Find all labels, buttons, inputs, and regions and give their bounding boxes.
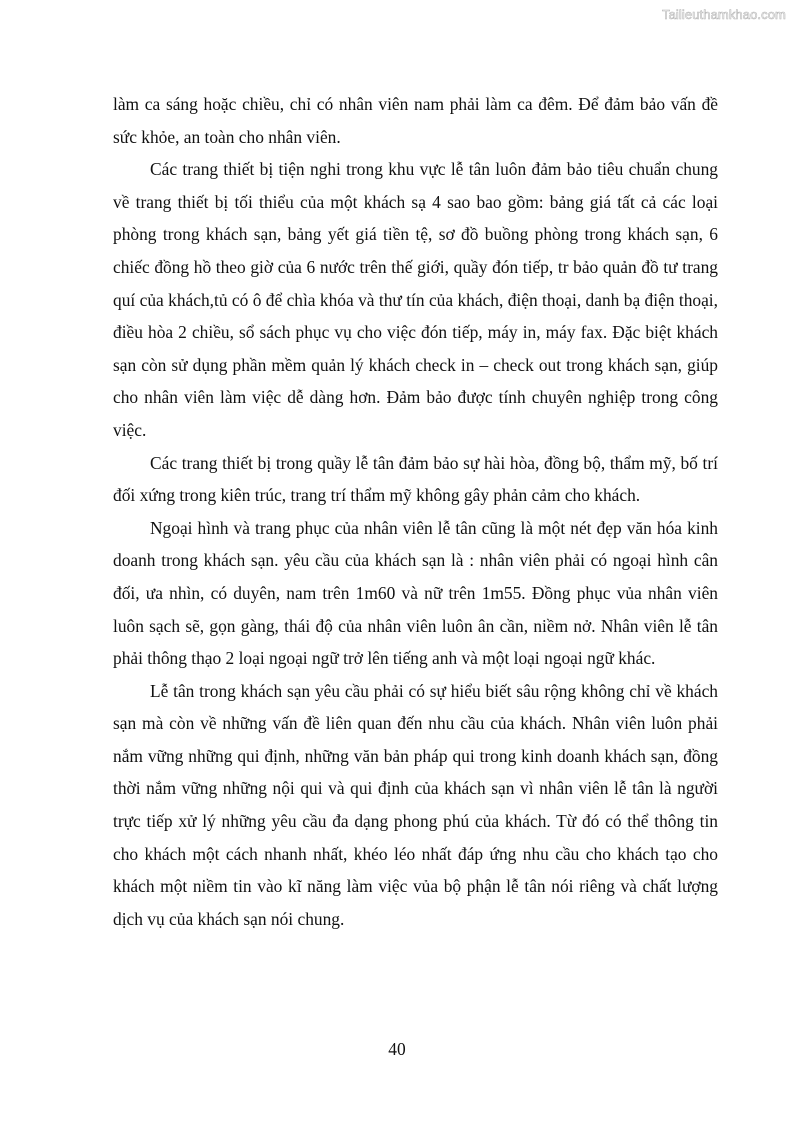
paragraph-staff-knowledge: Lễ tân trong khách sạn yêu cầu phải có sự hiểu biết sâu rộng không chỉ về khách sạn mà còn về những vấn đề liên quan đến nhu cầu của khách. Nhân viên luôn phải nắm vững những qui định, những văn bản pháp qui trong kinh doanh khách sạn, đồng thời nắm vững những nội qui và qui định của khách sạn vì nhân viên lễ tân là người trực tiếp xử lý những yêu cầu đa dạng phong phú của khách. Từ đó có thể thông tin cho khách một cách nhanh nhất, khéo léo nhất đáp ứng nhu cầu cho khách tạo cho khách một niềm tin vào kĩ năng làm việc vủa bộ phận lễ tân nói riêng và chất lượng dịch vụ của khách sạn nói chung. [113, 680, 718, 929]
page-number: 40 [388, 1039, 406, 1059]
paragraph-reception-equipment: Các trang thiết bị tiện nghi trong khu vực lễ tân luôn đảm bảo tiêu chuẩn chung về trang thiết bị tối thiểu của một khách sạ 4 sao bao gồm: bảng giá tất cả các loại phòng trong khách sạn, bảng yết giá tiền tệ, sơ đồ buồng phòng trong khách sạn, 6 chiếc đồng hồ theo giờ của 6 nước trên thế giới, quầy đón tiếp, tr bảo quản đồ tư trang quí của khách,tủ có ô để chìa khóa và thư tín của khách, điện thoại, danh bạ điện thoại, điều hòa 2 chiều, sổ sách phục vụ cho việc đón tiếp, máy in, máy fax. Đặc biệt khách sạn còn sử dụng phần mềm quản lý khách check in – check out trong khách sạn, giúp cho nhân viên làm việc dễ dàng hơn. Đảm bảo được tính chuyên nghiệp trong công việc. [113, 159, 718, 440]
paragraph-counter-design: Các trang thiết bị trong quầy lễ tân đảm bảo sự hài hòa, đồng bộ, thẩm mỹ, bố trí đối xứng trong kiên trúc, trang trí thẩm mỹ không gây phản cảm cho khách. [113, 452, 718, 506]
paragraph-continuation: làm ca sáng hoặc chiều, chỉ có nhân viên nam phải làm ca đêm. Để đảm bảo vấn đề sức khỏe, an toàn cho nhân viên. [113, 94, 718, 147]
watermark-text: Tailieuthamkhao.com [661, 7, 786, 22]
document-body [113, 88, 718, 935]
paragraph-staff-appearance: Ngoại hình và trang phục của nhân viên lễ tân cũng là một nét đẹp văn hóa kinh doanh trong khách sạn. yêu cầu của khách sạn là : nhân viên phải có ngoại hình cân đối, ưa nhìn, có duyên, nam trên 1m60 và nữ trên 1m55. Đồng phục vủa nhân viên luôn sạch sẽ, gọn gàng, thái độ của nhân viên luôn ân cần, niềm nở. Nhân viên lễ tân phải thông thạo 2 loại ngoại ngữ trở lên tiếng anh và một loại ngoại ngữ khác. [113, 517, 718, 669]
